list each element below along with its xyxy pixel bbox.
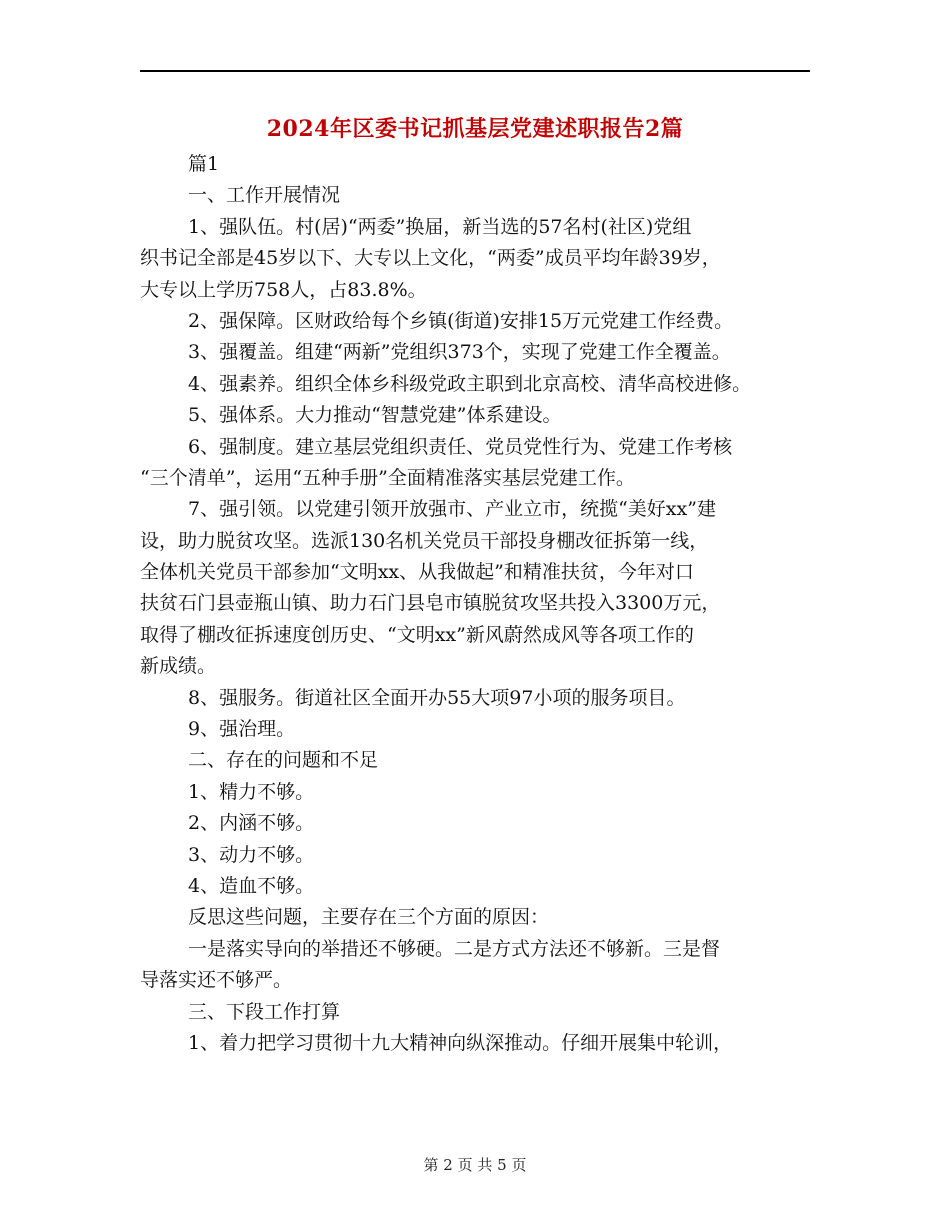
text-line: 2、内涵不够。 bbox=[188, 812, 315, 835]
header-rule bbox=[140, 70, 810, 72]
text-line: 扶贫石门县壶瓶山镇、助力石门县皂市镇脱贫攻坚共投入3300万元， bbox=[140, 592, 721, 615]
text-line: 新成绩。 bbox=[140, 655, 217, 678]
text-line: 二、存在的问题和不足 bbox=[188, 749, 379, 772]
text-line: 5、强体系。大力推动“智慧党建”体系建设。 bbox=[188, 404, 562, 427]
text-line: 4、强素养。组织全体乡科级党政主职到北京高校、清华高校进修。 bbox=[188, 372, 752, 395]
text-line: 1、精力不够。 bbox=[188, 780, 315, 803]
document-body bbox=[140, 149, 820, 1059]
text-line: 织书记全部是45岁以下、大专以上文化，“两委”成员平均年龄39岁， bbox=[140, 247, 721, 270]
text-line: 导落实还不够严。 bbox=[140, 969, 293, 992]
text-line: 1、强队伍。村(居)“两委”换届，新当选的57名村(社区)党组 bbox=[188, 215, 692, 238]
text-line: 取得了棚改征拆速度创历史、“文明xx”新风蔚然成风等各项工作的 bbox=[140, 623, 694, 646]
text-line: 三、下段工作打算 bbox=[188, 1000, 341, 1023]
text-line: 3、动力不够。 bbox=[188, 843, 315, 866]
text-line: 反思这些问题，主要存在三个方面的原因： bbox=[188, 906, 550, 929]
text-line: 篇1 bbox=[188, 153, 220, 175]
text-line: 8、强服务。街道社区全面开办55大项97小项的服务项目。 bbox=[188, 686, 686, 709]
text-line: 2、强保障。区财政给每个乡镇(街道)安排15万元党建工作经费。 bbox=[188, 309, 734, 332]
text-line: 9、强治理。 bbox=[188, 718, 296, 741]
text-line: 全体机关党员干部参加“文明xx、从我做起”和精准扶贫，今年对口 bbox=[140, 561, 694, 584]
page-footer: 第 2 页 共 5 页 bbox=[423, 1156, 527, 1174]
text-line: 一、工作开展情况 bbox=[188, 184, 341, 207]
text-line: 设，助力脱贫攻坚。选派130名机关党员干部投身棚改征拆第一线， bbox=[140, 529, 709, 552]
text-line: 一是落实导向的举措还不够硬。二是方式方法还不够新。三是督 bbox=[188, 937, 721, 960]
text-line: 3、强覆盖。组建“两新”党组织373个，实现了党建工作全覆盖。 bbox=[188, 341, 731, 364]
text-line: 大专以上学历758人，占83.8%。 bbox=[140, 278, 427, 301]
document-title: 2024年区委书记抓基层党建述职报告2篇 bbox=[266, 116, 684, 142]
text-line: 4、造血不够。 bbox=[188, 874, 315, 897]
text-line: 1、着力把学习贯彻十九大精神向纵深推动。仔细开展集中轮训， bbox=[188, 1031, 733, 1054]
text-line: “三个清单”，运用“五种手册”全面精准落实基层党建工作。 bbox=[140, 466, 635, 489]
text-line: 7、强引领。以党建引领开放强市、产业立市，统揽“美好xx”建 bbox=[188, 498, 716, 521]
text-line: 6、强制度。建立基层党组织责任、党员党性行为、党建工作考核 bbox=[188, 435, 733, 458]
